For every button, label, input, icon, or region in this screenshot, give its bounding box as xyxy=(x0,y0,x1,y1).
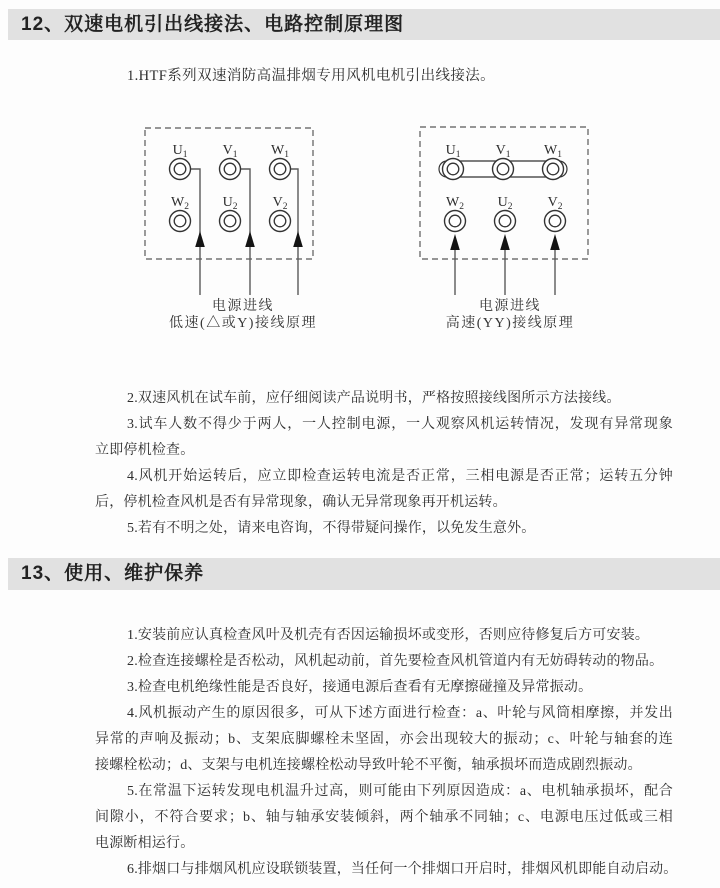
paragraph-line: 电源断相运行。 xyxy=(95,836,195,851)
paragraph-line: 异常的声响及振动；b、支架底脚螺栓未坚固，亦会出现较大的振动；c、叶轮与轴套的连 xyxy=(95,732,673,747)
high-speed-caption xyxy=(385,298,635,332)
terminal-w1 xyxy=(543,159,564,180)
paragraph-line: 后，停机检查风机是否有异常现象，确认无异常现象再开机运转。 xyxy=(95,495,507,510)
arrow-up-icon xyxy=(450,234,460,250)
low-speed-caption xyxy=(118,298,368,332)
terminal-u2 xyxy=(220,211,241,232)
terminal-label: $V_1$ xyxy=(495,143,511,160)
section-13-header xyxy=(8,558,720,590)
paragraph-line: 1.安装前应认真检查风叶及机壳有否因运输损坏或变形，否则应待修复后方可安装。 xyxy=(127,628,650,643)
terminal-label: $W_2$ xyxy=(446,195,464,212)
paragraph-line: 4.风机开始运转后，应立即检查运转电流是否正常，三相电源是否正常；运转五分钟 xyxy=(127,469,673,484)
paragraph-line: 间隙小，不符合要求；b、轴与轴承安装倾斜，两个轴承不同轴；c、电源电压过低或三相 xyxy=(95,810,673,825)
terminal-w1 xyxy=(270,159,291,180)
section-12-title: 12、双速电机引出线接法、电路控制原理图 xyxy=(21,14,405,35)
terminal-w2 xyxy=(170,211,191,232)
terminal-label: $U_1$ xyxy=(172,143,188,160)
arrow-up-icon xyxy=(500,234,510,250)
terminal-u2 xyxy=(495,211,516,232)
paragraph-line: 2.双速风机在试车前，应仔细阅读产品说明书，严格按照接线图所示方法接线。 xyxy=(127,391,621,406)
paragraph-line: 2.检查连接螺栓是否松动，风机起动前，首先要检查风机管道内有无妨碍转动的物品。 xyxy=(127,654,664,669)
terminal-label: $W_2$ xyxy=(171,195,189,212)
arrow-up-icon xyxy=(195,231,205,247)
power-wire xyxy=(191,169,201,295)
terminal-label: $V_2$ xyxy=(272,195,288,212)
terminal-u1 xyxy=(443,159,464,180)
caption-line: 电源进线 xyxy=(212,299,274,314)
terminal-v1 xyxy=(493,159,514,180)
arrow-up-icon xyxy=(293,231,303,247)
arrow-up-icon xyxy=(245,231,255,247)
paragraph-line: 5.若有不明之处，请来电咨询，不得带疑问操作，以免发生意外。 xyxy=(127,521,536,536)
low-speed-diagram xyxy=(145,128,313,295)
section-13-title: 13、使用、维护保养 xyxy=(21,563,205,584)
terminal-label: $V_1$ xyxy=(222,143,238,160)
section-12-instructions xyxy=(95,386,673,542)
terminal-label: $U_1$ xyxy=(445,143,461,160)
power-wire xyxy=(291,169,299,295)
paragraph-line: 立即停机检查。 xyxy=(95,443,195,458)
terminal-label: $W_1$ xyxy=(271,143,289,160)
power-wire xyxy=(241,169,251,295)
paragraph-line: 3.试车人数不得少于两人，一人控制电源，一人观察风机运转情况，发现有异常现象 xyxy=(127,417,673,432)
caption-line: 低速(△或Y)接线原理 xyxy=(169,316,317,331)
terminal-v1 xyxy=(220,159,241,180)
terminal-label: $V_2$ xyxy=(547,195,563,212)
paragraph-line: 3.检查电机绝缘性能是否良好，接通电源后查看有无摩擦碰撞及异常振动。 xyxy=(127,680,593,695)
terminal-label: $U_2$ xyxy=(222,195,238,212)
paragraph-line: 5.在常温下运转发现电机温升过高，则可能由下列原因造成：a、电机轴承损坏，配合 xyxy=(127,784,673,799)
terminal-v2 xyxy=(545,211,566,232)
terminal-u1 xyxy=(170,159,191,180)
terminal-v2 xyxy=(270,211,291,232)
section-12-intro: 1.HTF系列双速消防高温排烟专用风机电机引出线接法。 xyxy=(127,68,496,84)
section-12-header xyxy=(8,9,720,40)
section-13-instructions xyxy=(95,623,678,883)
high-speed-diagram xyxy=(420,127,588,295)
caption-line: 电源进线 xyxy=(479,299,541,314)
caption-line: 高速(YY)接线原理 xyxy=(445,316,575,331)
paragraph-line: 4.风机振动产生的原因很多，可从下述方面进行检查：a、叶轮与风筒相摩擦，并发出 xyxy=(127,706,673,721)
arrow-up-icon xyxy=(550,234,560,250)
paragraph-line: 接螺栓松动；d、支架与电机连接螺栓松动导致叶轮不平衡，轴承损坏而造成剧烈振动。 xyxy=(95,758,642,773)
paragraph-line: 6.排烟口与排烟风机应设联锁装置，当任何一个排烟口开启时，排烟风机即能自动启动。 xyxy=(127,862,678,877)
terminal-label: $U_2$ xyxy=(497,195,513,212)
terminal-w2 xyxy=(445,211,466,232)
terminal-label: $W_1$ xyxy=(544,143,562,160)
